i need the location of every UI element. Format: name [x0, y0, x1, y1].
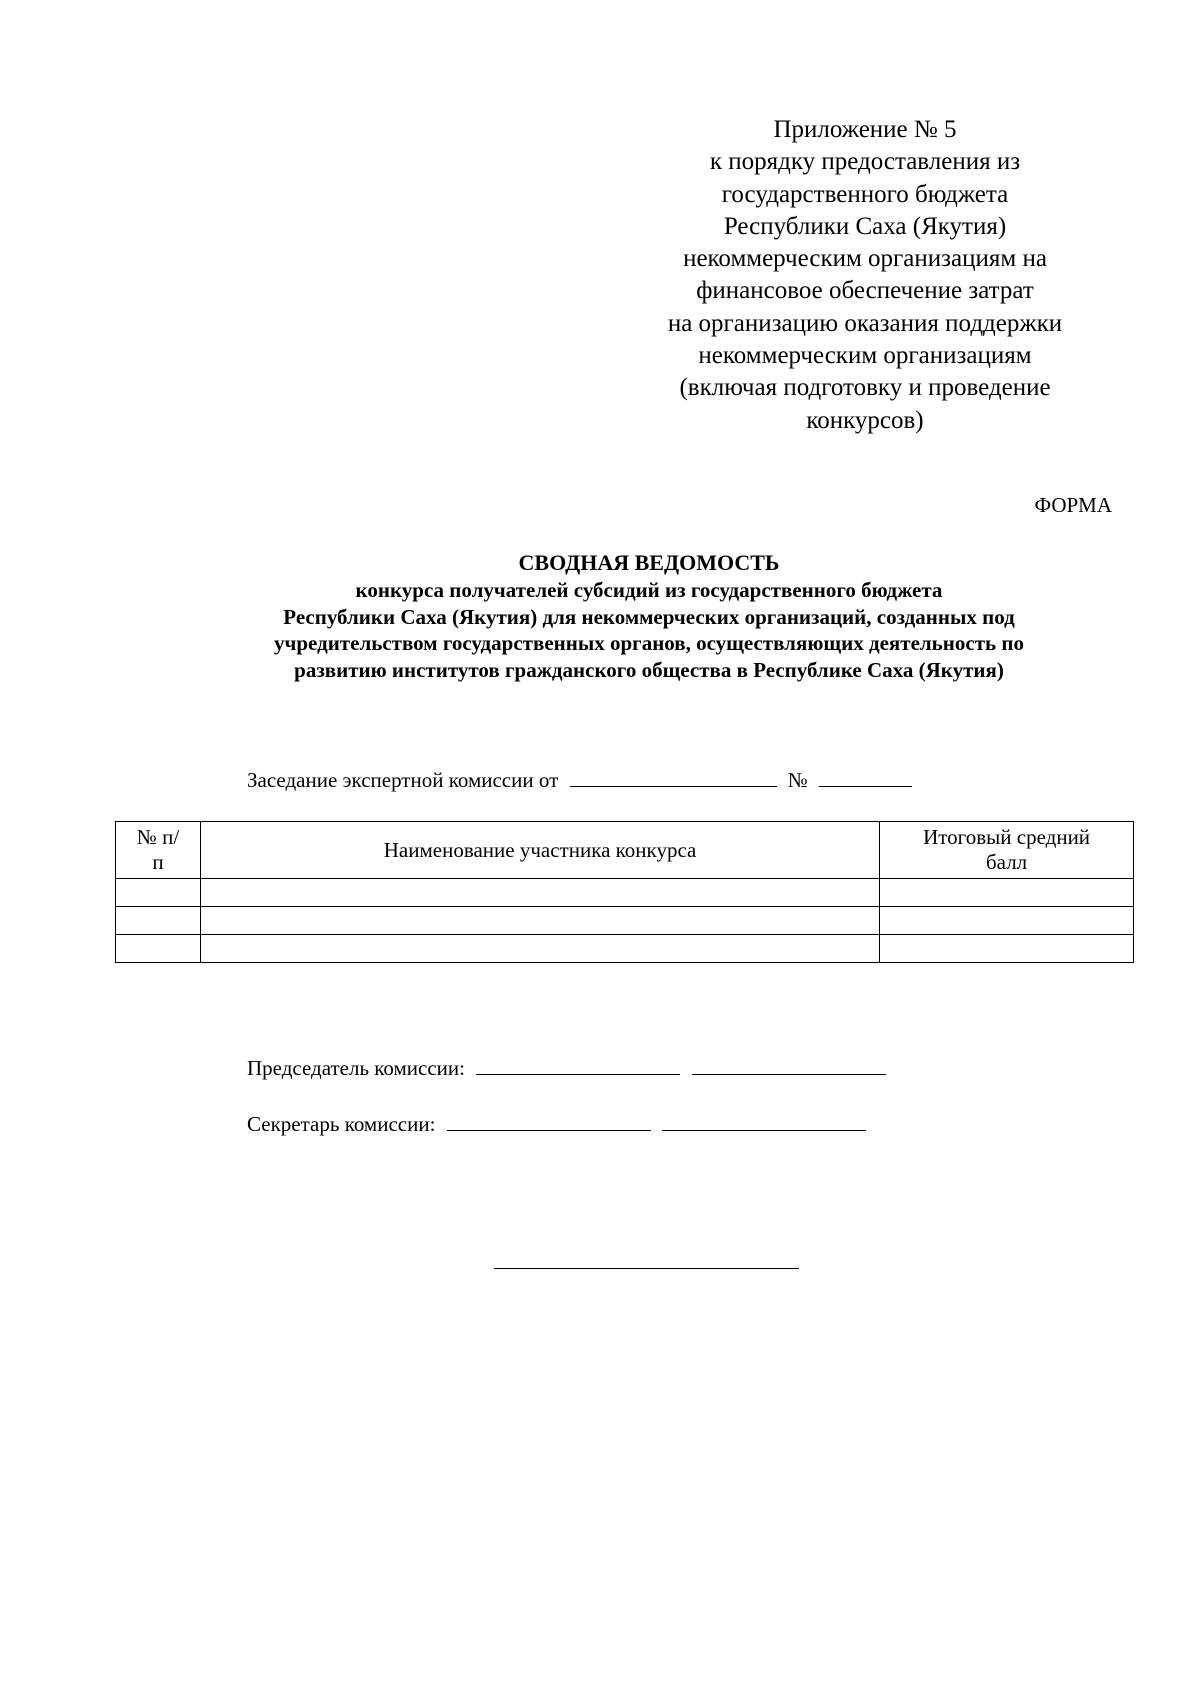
meeting-number-field[interactable]: [819, 766, 912, 787]
column-header-score: Итоговый средний балл: [880, 822, 1134, 879]
appendix-line: некоммерческим организациям на: [683, 245, 1047, 273]
chairman-signature-line: [247, 1054, 886, 1081]
appendix-line: некоммерческим организациям: [698, 342, 1032, 370]
table-cell[interactable]: [116, 879, 201, 907]
table-row: [116, 907, 1134, 935]
appendix-line: на организацию оказания поддержки: [667, 309, 1063, 337]
meeting-line: [247, 766, 912, 793]
document-heading: [120, 549, 1178, 683]
chairman-name-field[interactable]: [692, 1054, 886, 1075]
meeting-label: Заседание экспертной комиссии от: [247, 768, 559, 792]
column-header-participant: Наименование участника конкурса: [200, 822, 879, 879]
subtitle-line: Республики Саха (Якутия) для некоммерческих организаций, созданных под: [283, 604, 1015, 629]
document-title: СВОДНАЯ ВЕДОМОСТЬ: [518, 550, 780, 575]
appendix-line: Республики Саха (Якутия): [723, 212, 1007, 240]
table-header-row: [116, 822, 1134, 879]
table-cell[interactable]: [880, 907, 1134, 935]
secretary-signature-field[interactable]: [447, 1110, 651, 1131]
appendix-line: государственного бюджета: [721, 180, 1009, 208]
meeting-date-field[interactable]: [570, 766, 777, 787]
table-cell[interactable]: [116, 907, 201, 935]
subtitle-line: учредительством государственных органов, осуществляющих деятельность по: [274, 631, 1024, 655]
table-cell[interactable]: [880, 935, 1134, 963]
table-cell[interactable]: [116, 935, 201, 963]
subtitle-line: конкурса получателей субсидий из государственного бюджета: [355, 578, 943, 602]
column-header-number: № п/п: [116, 822, 201, 879]
form-label: ФОРМА: [1034, 493, 1112, 517]
table-row: [116, 879, 1134, 907]
chairman-label: Председатель комиссии:: [247, 1056, 465, 1080]
meeting-number-sign: №: [787, 768, 808, 792]
appendix-line: Приложение № 5: [773, 116, 957, 143]
table-row: [116, 935, 1134, 963]
appendix-line: конкурсов): [806, 406, 924, 434]
document-subtitle: [120, 577, 1178, 683]
subtitle-line: развитию институтов гражданского общества в Республике Саха (Якутия): [294, 657, 1004, 682]
table-cell[interactable]: [880, 879, 1134, 907]
table-cell[interactable]: [200, 907, 879, 935]
appendix-line: (включая подготовку и проведение: [679, 374, 1051, 402]
results-table: [115, 821, 1134, 963]
chairman-signature-field[interactable]: [476, 1054, 680, 1075]
appendix-block: [620, 114, 1110, 437]
table-cell[interactable]: [200, 935, 879, 963]
secretary-label: Секретарь комиссии:: [247, 1112, 436, 1136]
appendix-line: финансовое обеспечение затрат: [696, 277, 1034, 305]
secretary-signature-line: [247, 1110, 866, 1137]
closing-divider: [494, 1268, 799, 1269]
appendix-line: к порядку предоставления из: [709, 148, 1021, 176]
table-cell[interactable]: [200, 879, 879, 907]
secretary-name-field[interactable]: [662, 1110, 866, 1131]
